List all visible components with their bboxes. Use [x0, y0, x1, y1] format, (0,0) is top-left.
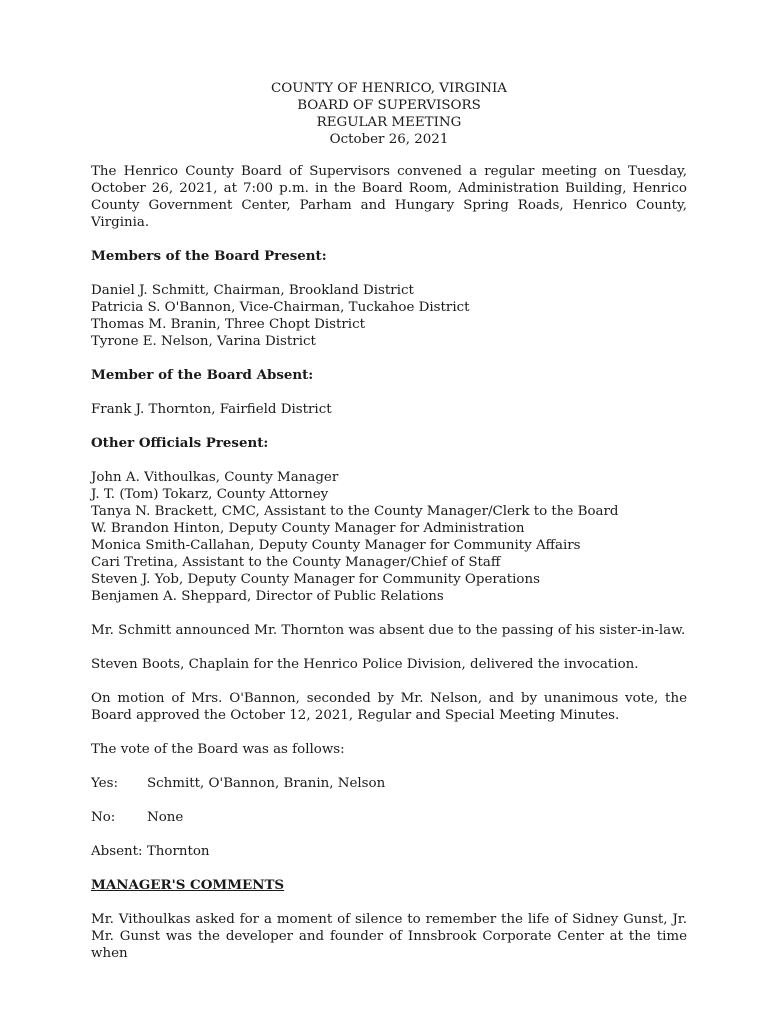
- list-item: Benjamen A. Sheppard, Director of Public Relations: [91, 589, 444, 604]
- list-item: Steven J. Yob, Deputy County Manager for Community Operations: [91, 572, 540, 587]
- meeting-type: REGULAR MEETING: [316, 115, 462, 130]
- county-title: COUNTY OF HENRICO, VIRGINIA: [271, 81, 507, 96]
- list-item: Monica Smith-Callahan, Deputy County Manager for Community Affairs: [91, 538, 581, 553]
- vote-no-line: [91, 809, 687, 826]
- members-present-list: [91, 282, 687, 350]
- managers-comments-heading: MANAGER'S COMMENTS: [91, 877, 285, 893]
- vote-no-label: No:: [91, 810, 116, 825]
- list-item: Tanya N. Brackett, CMC, Assistant to the County Manager/Clerk to the Board: [91, 504, 619, 519]
- vote-intro-paragraph: The vote of the Board was as follows:: [91, 742, 345, 757]
- members-absent-heading: Member of the Board Absent:: [91, 367, 314, 383]
- document-header: [91, 80, 687, 148]
- intro-paragraph: The Henrico County Board of Supervisors convened a regular meeting on Tuesday, October 26, 2021, at 7:00 p.m. in the Board Room, Administration Building, Henrico County Government Center, Parham and Hungary Spring Roads, Henrico County, Virginia.: [91, 164, 687, 230]
- absence-paragraph: Mr. Schmitt announced Mr. Thornton was absent due to the passing of his sister-in-law.: [91, 623, 686, 638]
- document-page: [91, 80, 687, 979]
- list-item: Tyrone E. Nelson, Varina District: [91, 334, 316, 349]
- members-present-heading: Members of the Board Present:: [91, 248, 327, 264]
- managers-comments-paragraph: Mr. Vithoulkas asked for a moment of silence to remember the life of Sidney Gunst, Jr. Mr. Gunst was the developer and founder of Innsbrook Corporate Center at the time when: [91, 912, 687, 961]
- motion-paragraph: On motion of Mrs. O'Bannon, seconded by Mr. Nelson, and by unanimous vote, the Board approved the October 12, 2021, Regular and Special Meeting Minutes.: [91, 691, 687, 723]
- members-absent-list: [91, 401, 687, 418]
- meeting-date: October 26, 2021: [329, 132, 449, 147]
- list-item: W. Brandon Hinton, Deputy County Manager for Administration: [91, 521, 525, 536]
- invocation-paragraph: Steven Boots, Chaplain for the Henrico Police Division, delivered the invocation.: [91, 657, 639, 672]
- vote-yes-line: [91, 775, 687, 792]
- vote-yes-value: Schmitt, O'Bannon, Branin, Nelson: [147, 776, 386, 791]
- list-item: Cari Tretina, Assistant to the County Manager/Chief of Staff: [91, 555, 501, 570]
- list-item: John A. Vithoulkas, County Manager: [91, 470, 339, 485]
- list-item: Patricia S. O'Bannon, Vice-Chairman, Tuckahoe District: [91, 300, 470, 315]
- list-item: Daniel J. Schmitt, Chairman, Brookland District: [91, 283, 414, 298]
- officials-list: [91, 469, 687, 605]
- vote-yes-label: Yes:: [91, 776, 118, 791]
- list-item: Frank J. Thornton, Fairfield District: [91, 402, 332, 417]
- list-item: J. T. (Tom) Tokarz, County Attorney: [91, 487, 329, 502]
- vote-absent-label: Absent:: [91, 844, 143, 859]
- vote-absent-line: [91, 843, 687, 860]
- vote-absent-value: Thornton: [146, 844, 210, 859]
- list-item: Thomas M. Branin, Three Chopt District: [91, 317, 365, 332]
- board-title: BOARD OF SUPERVISORS: [297, 98, 481, 113]
- officials-heading: Other Officials Present:: [91, 435, 269, 451]
- vote-no-value: None: [147, 810, 184, 825]
